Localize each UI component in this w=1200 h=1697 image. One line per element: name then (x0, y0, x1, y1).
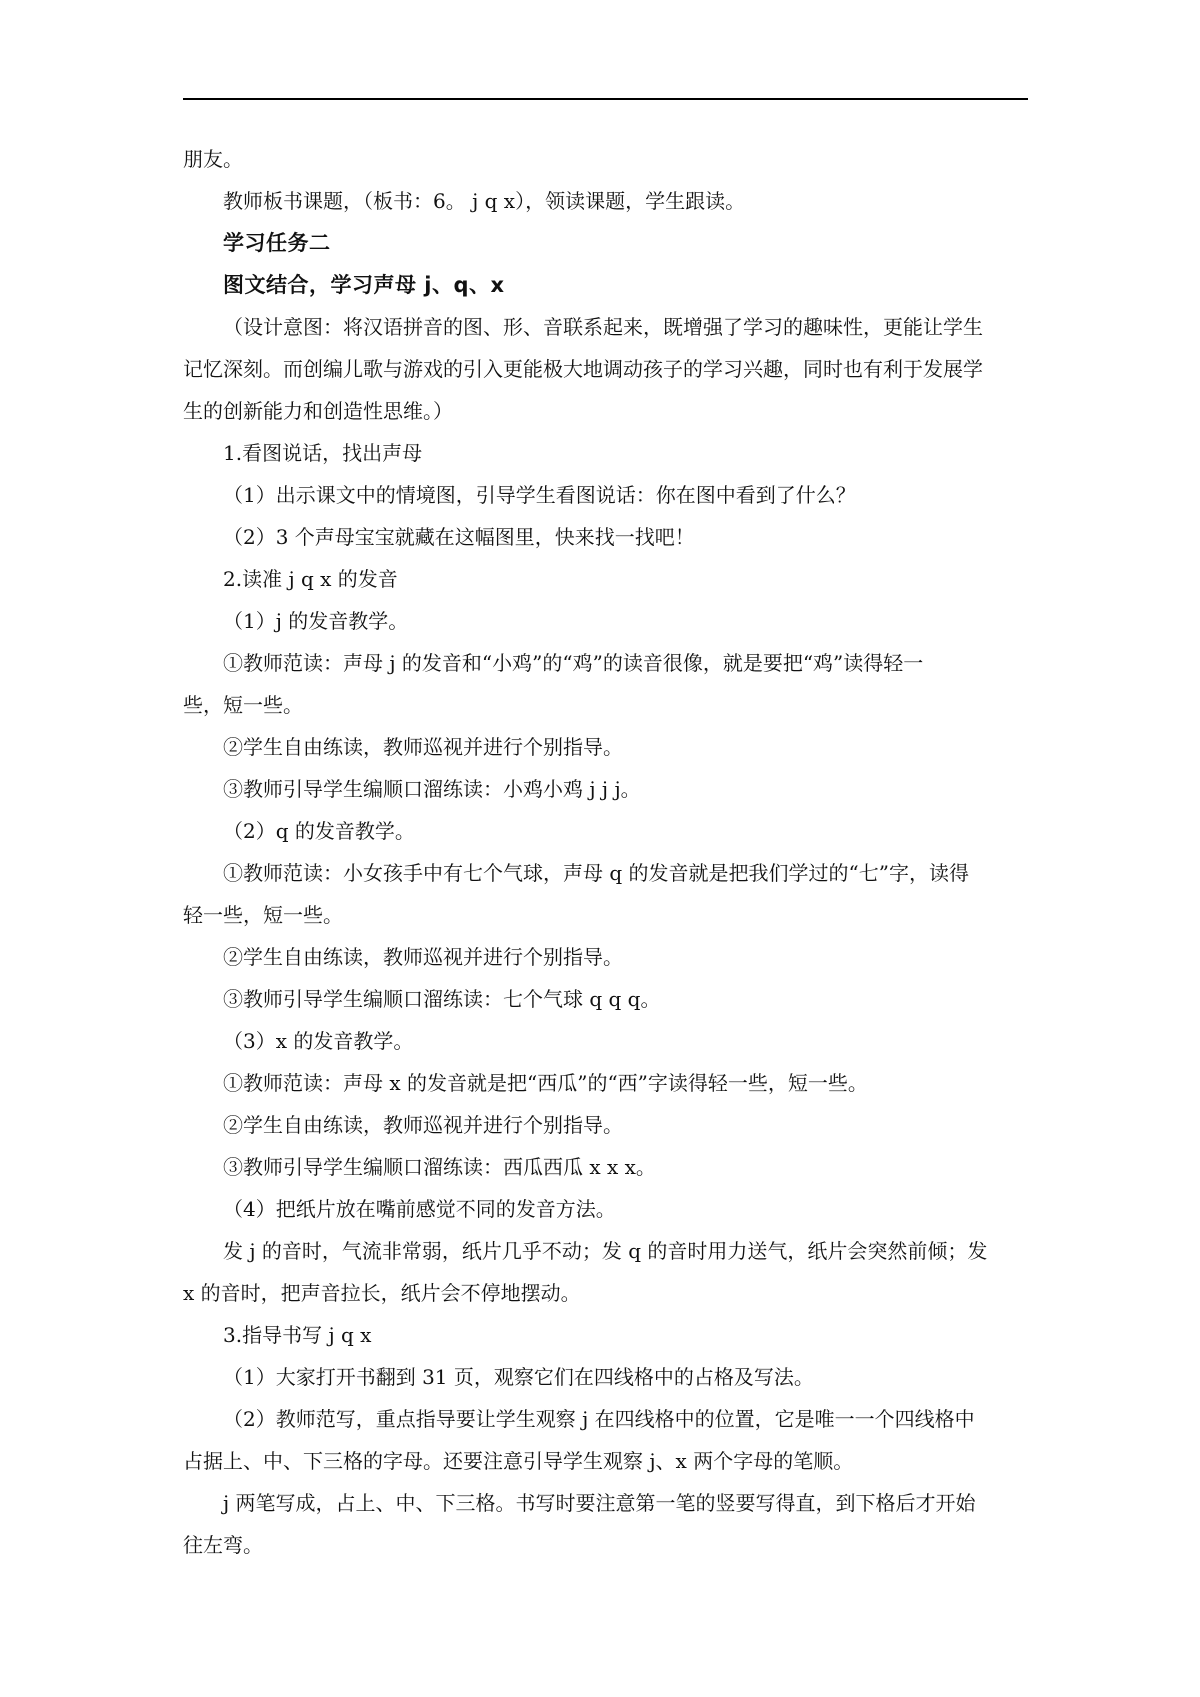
document-body (183, 138, 1028, 1566)
text-line: （2）q 的发音教学。 (223, 819, 415, 843)
text-line: j 两笔写成，占上、中、下三格。书写时要注意第一笔的竖要写得直，到下格后才开始 (223, 1491, 976, 1515)
text-line: ②学生自由练读，教师巡视并进行个别指导。 (223, 1113, 623, 1137)
text-line: ②学生自由练读，教师巡视并进行个别指导。 (223, 735, 623, 759)
text-line: （4）把纸片放在嘴前感觉不同的发音方法。 (223, 1197, 616, 1221)
section-heading: 学习任务二 (223, 231, 331, 255)
text-line: （1）大家打开书翻到 31 页，观察它们在四线格中的占格及写法。 (223, 1365, 814, 1389)
text-line: （1）j 的发音教学。 (223, 609, 409, 633)
text-line: （1）出示课文中的情境图，引导学生看图说话：你在图中看到了什么？ (223, 483, 856, 507)
text-line: 往左弯。 (183, 1533, 263, 1557)
text-line: 教师板书课题，（板书：6。 j q x），领读课题，学生跟读。 (223, 189, 746, 213)
text-line: ③教师引导学生编顺口溜练读：七个气球 q q q。 (223, 987, 661, 1011)
text-line: ①教师范读：声母 x 的发音就是把“西瓜”的“西”字读得轻一些，短一些。 (223, 1071, 868, 1095)
text-line: ①教师范读：声母 j 的发音和“小鸡”的“鸡”的读音很像，就是要把“鸡”读得轻一 (223, 651, 924, 675)
text-line: （2）教师范写，重点指导要让学生观察 j 在四线格中的位置，它是唯一一个四线格中 (223, 1407, 975, 1431)
text-line: 3.指导书写 j q x (223, 1323, 372, 1347)
text-line: ①教师范读：小女孩手中有七个气球，声母 q 的发音就是把我们学过的“七”字，读得 (223, 861, 969, 885)
text-line: ③教师引导学生编顺口溜练读：西瓜西瓜 x x x。 (223, 1155, 656, 1179)
text-line: ③教师引导学生编顺口溜练读：小鸡小鸡 j j j。 (223, 777, 641, 801)
section-heading: 图文结合，学习声母 j、q、x (223, 273, 505, 297)
text-line: （2）3 个声母宝宝就藏在这幅图里，快来找一找吧！ (223, 525, 695, 549)
text-line: x 的音时，把声音拉长，纸片会不停地摆动。 (183, 1281, 581, 1305)
text-line: 朋友。 (183, 147, 243, 171)
text-line: 发 j 的音时，气流非常弱，纸片几乎不动；发 q 的音时用力送气，纸片会突然前倾；发 (223, 1239, 988, 1263)
text-line: 些，短一些。 (183, 693, 303, 717)
text-line: 占据上、中、下三格的字母。还要注意引导学生观察 j、x 两个字母的笔顺。 (183, 1449, 854, 1473)
text-line: 轻一些，短一些。 (183, 903, 343, 927)
text-line: 记忆深刻。而创编儿歌与游戏的引入更能极大地调动孩子的学习兴趣，同时也有利于发展学 (183, 357, 983, 381)
text-line: （设计意图：将汉语拼音的图、形、音联系起来，既增强了学习的趣味性，更能让学生 (223, 315, 983, 339)
text-line: 生的创新能力和创造性思维。） (183, 399, 453, 423)
header-rule (183, 98, 1028, 100)
text-line: 2.读准 j q x 的发音 (223, 567, 398, 591)
text-line: 1.看图说话，找出声母 (223, 441, 423, 465)
text-line: （3）x 的发音教学。 (223, 1029, 414, 1053)
text-line: ②学生自由练读，教师巡视并进行个别指导。 (223, 945, 623, 969)
